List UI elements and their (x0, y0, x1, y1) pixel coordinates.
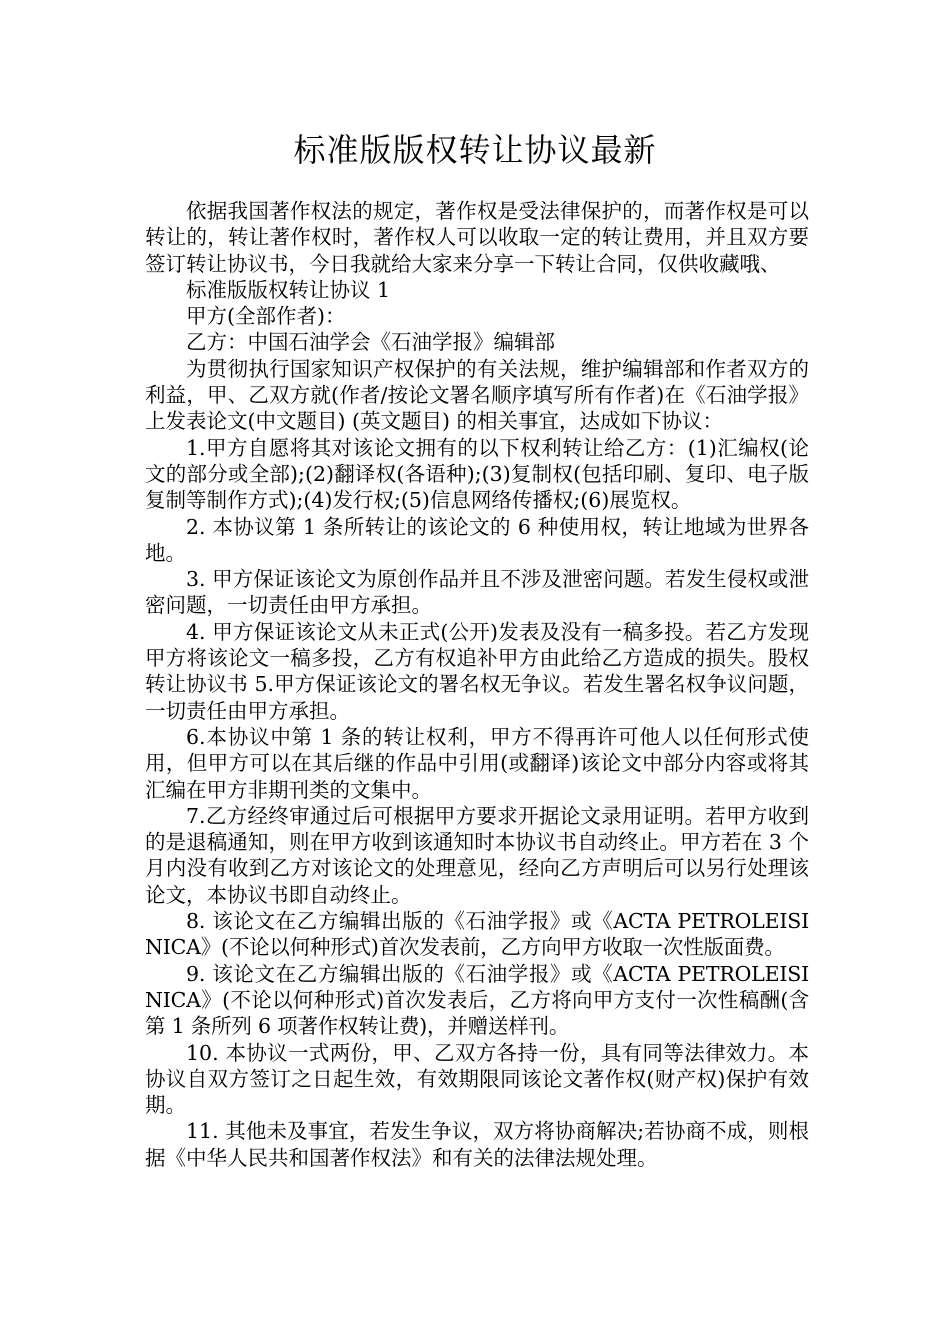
party-a-line: 甲方(全部作者)： (186, 304, 346, 329)
clause-1: 1.甲方自愿将其对该论文拥有的以下权利转让给乙方：(1)汇编权(论文的部分或全部);(2)翻译权(各语种);(3)复制权(包括印刷、复印、电子版复制等制作方式);(4)发行权;(5)信息网络传播权;(6)展览权。 (145, 435, 809, 513)
clause-9: 9. 该论文在乙方编辑出版的《石油学报》或《ACTA PETROLEISINICA》(不论以何种形式)首次发表后，乙方将向甲方支付一次性稿酬(含第 1 条所列 6 项著作权转让费)，并赠送样刊。 (145, 961, 809, 1039)
intro-paragraph: 依据我国著作权法的规定，著作权是受法律保护的，而著作权是可以转让的，转让著作权时，著作权人可以收取一定的转让费用，并且双方要签订转让协议书，今日我就给大家来分享一下转让合同，仅供收藏哦、 (145, 199, 809, 276)
document-body (145, 198, 809, 1171)
agreement-heading: 标准版版权转让协议 1 (186, 277, 391, 302)
clause-10: 10. 本协议一式两份，甲、乙双方各持一份，具有同等法律效力。本协议自双方签订之日起生效，有效期限同该论文著作权(财产权)保护有效期。 (145, 1040, 809, 1118)
clause-4-5: 4. 甲方保证该论文从未正式(公开)发表及没有一稿多投。若乙方发现甲方将该论文一稿多投，乙方有权追补甲方由此给乙方造成的损失。股权转让协议书 5.甲方保证该论文的署名权无争议。若发生署名权争议问题，一切责任由甲方承担。 (145, 619, 809, 723)
clause-3: 3. 甲方保证该论文为原创作品并且不涉及泄密问题。若发生侵权或泄密问题，一切责任由甲方承担。 (145, 567, 809, 618)
clause-2: 2. 本协议第 1 条所转让的该论文的 6 种使用权，转让地域为世界各地。 (145, 514, 809, 565)
clause-11: 11. 其他未及事宜，若发生争议，双方将协商解决;若协商不成，则根据《中华人民共和国著作权法》和有关的法律法规处理。 (145, 1119, 809, 1170)
clause-8: 8. 该论文在乙方编辑出版的《石油学报》或《ACTA PETROLEISINICA》(不论以何种形式)首次发表前，乙方向甲方收取一次性版面费。 (145, 909, 809, 960)
clause-6: 6.本协议中第 1 条的转让权利，甲方不得再许可他人以任何形式使用，但甲方可以在其后继的作品中引用(或翻译)该论文中部分内容或将其汇编在甲方非期刊类的文集中。 (145, 724, 809, 802)
party-b-line: 乙方：中国石油学会《石油学报》编辑部 (186, 330, 555, 355)
clause-7: 7.乙方经终审通过后可根据甲方要求开据论文录用证明。若甲方收到的是退稿通知，则在甲方收到该通知时本协议书自动终止。甲方若在 3 个月内没有收到乙方对该论文的处理意见，经向乙方声明后可以另行处理该论文，本协议书即自动终止。 (145, 803, 809, 907)
preamble-paragraph: 为贯彻执行国家知识产权保护的有关法规，维护编辑部和作者双方的利益，甲、乙双方就(作者/按论文署名顺序填写所有作者)在《石油学报》上发表论文(中文题目) (英文题目) 的相关事宜，达成如下协议： (145, 356, 809, 434)
document-title: 标准版版权转让协议最新 (293, 131, 657, 169)
